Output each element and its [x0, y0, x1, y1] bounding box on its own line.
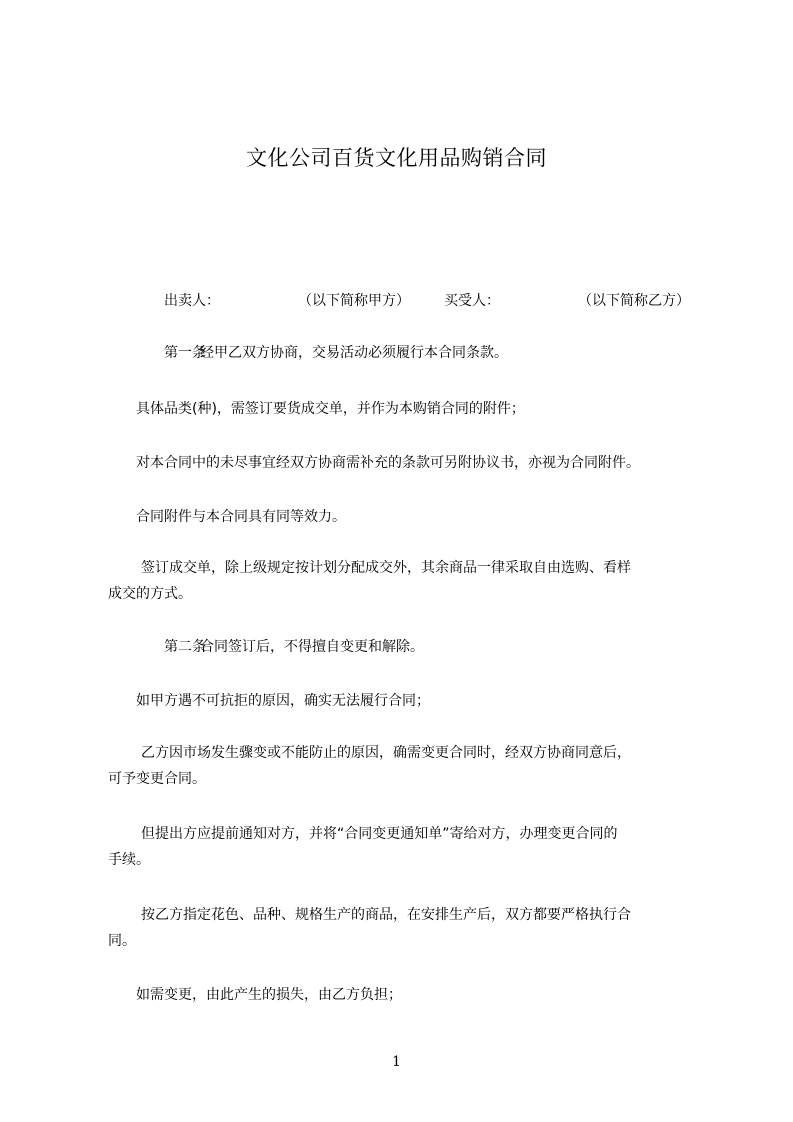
- paragraph-equal-effect: 合同附件与本合同具有同等效力。: [136, 509, 346, 525]
- paragraph-spec-line-2: 同。: [108, 933, 136, 949]
- paragraph-market-line-2: 可予变更合同。: [108, 771, 206, 787]
- article-2-number: 第二条: [164, 639, 206, 655]
- buyer-label: 买受人：: [444, 293, 500, 309]
- parties-line: [108, 290, 708, 312]
- article-2-text: 合同签订后，不得擅自变更和解除。: [200, 639, 424, 655]
- paragraph-change-loss: 如需变更，由此产生的损失，由乙方负担；: [136, 987, 402, 1003]
- paragraph-notice-line-2: 手续。: [108, 852, 150, 868]
- paragraph-notice-line-1: 但提出方应提前通知对方，并将“合同变更通知单”寄给对方，办理变更合同的: [141, 826, 618, 842]
- seller-note: （以下简称甲方）: [298, 293, 410, 309]
- buyer-note: （以下简称乙方）: [578, 293, 690, 309]
- article-2: [108, 636, 708, 658]
- article-1-text: 经甲乙双方协商，交易活动必须履行本合同条款。: [200, 345, 508, 361]
- paragraph-order-line-2: 成交的方式。: [108, 586, 192, 602]
- article-1-number: 第一条: [164, 345, 206, 361]
- page-number: 1: [392, 1054, 401, 1070]
- paragraph-supplement: 对本合同中的未尽事宜经双方协商需补充的条款可另附协议书，亦视为合同附件。: [136, 455, 640, 471]
- paragraph-variety: 具体品类(种)，需签订要货成交单，并作为本购销合同的附件；: [136, 401, 525, 417]
- paragraph-market-line-1: 乙方因市场发生骤变或不能防止的原因，确需变更合同时，经双方协商同意后，: [141, 745, 631, 761]
- document-title: 文化公司百货文化用品购销合同: [246, 146, 547, 170]
- article-1: [108, 342, 708, 364]
- paragraph-order-line-1: 签订成交单，除上级规定按计划分配成交外，其余商品一律采取自由选购、看样: [141, 560, 631, 576]
- paragraph-spec-line-1: 按乙方指定花色、品种、规格生产的商品，在安排生产后，双方都要严格执行合: [141, 907, 631, 923]
- paragraph-force-majeure: 如甲方遇不可抗拒的原因，确实无法履行合同；: [136, 693, 430, 709]
- seller-label: 出卖人：: [164, 293, 220, 309]
